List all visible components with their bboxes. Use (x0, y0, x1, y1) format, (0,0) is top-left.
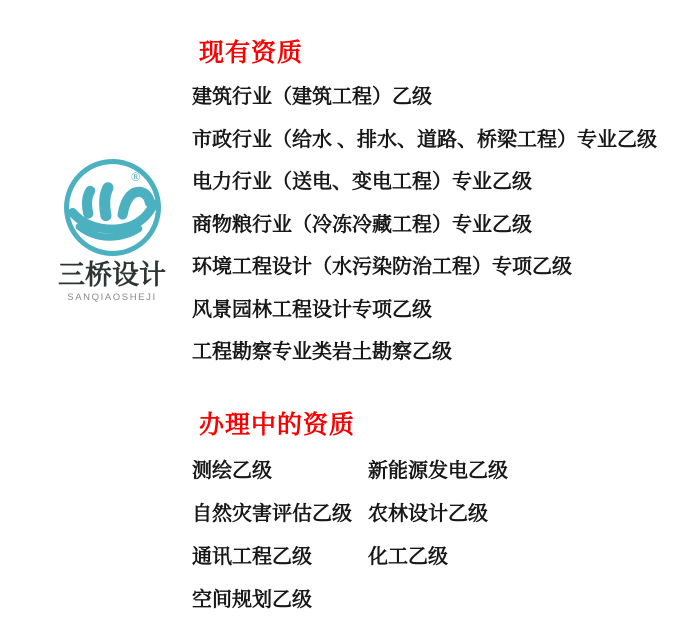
pending-qualification-item: 新能源发电乙级 (368, 460, 508, 482)
qualification-item: 工程勘察专业类岩土勘察乙级 (192, 341, 452, 363)
pending-qualifications-list (192, 450, 508, 622)
qualification-item: 市政行业（给水 、排水、道路、桥梁工程）专业乙级 (192, 128, 657, 151)
section-title-existing-qualifications: 现有资质 (199, 40, 304, 67)
company-logo (56, 157, 168, 303)
pending-qualification-item: 化工乙级 (368, 546, 448, 568)
qualification-item: 建筑行业（建筑工程）乙级 (192, 86, 432, 108)
existing-qualifications-list (192, 76, 657, 374)
qualification-item: 电力行业（送电、变电工程）专业乙级 (192, 171, 532, 193)
pending-row (192, 579, 508, 622)
section-title-pending-qualifications: 办理中的资质 (199, 412, 356, 439)
pending-row (192, 536, 508, 579)
pending-row (192, 493, 508, 536)
pending-qualification-item: 测绘乙级 (192, 460, 272, 482)
pending-qualification-item: 农林设计乙级 (368, 503, 488, 525)
logo-latin-name: SANQIAOSHEJI (67, 291, 157, 303)
qualification-item: 风景园林工程设计专项乙级 (192, 298, 432, 321)
wave-crests-in-circle-icon (62, 157, 163, 258)
pending-row (192, 450, 508, 493)
pending-qualification-item: 空间规划乙级 (192, 589, 312, 611)
registered-trademark-icon: ® (130, 170, 141, 185)
pending-qualification-item (368, 579, 508, 622)
qualification-item: 商物粮行业（冷冻冷藏工程）专业乙级 (192, 213, 532, 236)
pending-qualification-item: 自然灾害评估乙级 (192, 503, 352, 525)
logo-company-name: 三桥设计 (58, 260, 166, 290)
qualification-item: 环境工程设计（水污染防治工程）专项乙级 (192, 256, 572, 278)
pending-qualification-item: 通讯工程乙级 (192, 546, 312, 568)
